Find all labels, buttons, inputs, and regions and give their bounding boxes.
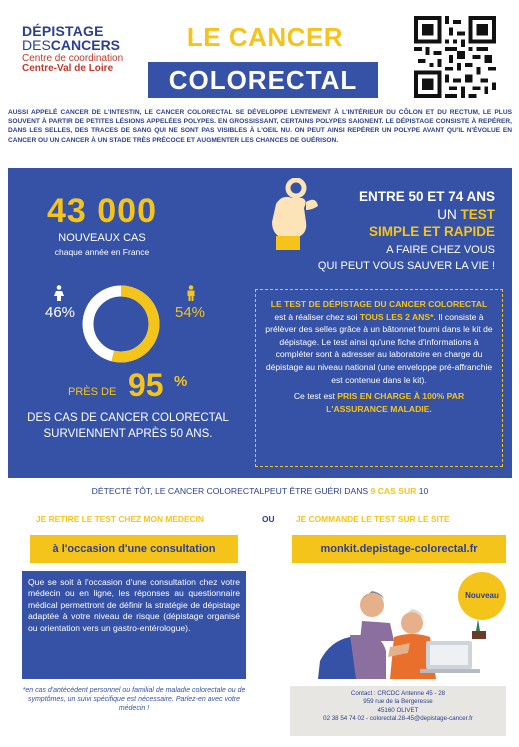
man-icon (176, 285, 206, 306)
footnote: *en cas d'antécédent personnel ou familial de maladie colorectale ou de symptômes, un suivi spécifique est nécessaire. Parlez-en avec votre médecin ! (22, 687, 246, 712)
contact-line-3: 45160 OLIVET (377, 706, 419, 714)
test-info-box (255, 289, 503, 467)
test-line-3: A FAIRE CHEZ VOUS (386, 244, 495, 256)
logo-line-1: DÉPISTAGE (22, 23, 104, 39)
logo (22, 24, 123, 74)
title-line-2: COLORECTAL (148, 62, 378, 98)
test-line-1: UN TEST (437, 207, 495, 222)
intro-text: AUSSI APPELÉ CANCER DE L'INTESTIN, LE CANCER COLORECTAL SE DÉVELOPPE LENTEMENT À L'INTÉRIEUR DU CÔLON ET DU RECTUM, LE PLUS SOUVENT À PARTIR DE PETITES LÉSIONS APPELÉES POLYPES. EN GROSSISSANT, CERTAINS POLYPES SAIGNENT. LE DÉPISTAGE CONSISTE À REPÉRER, DANS LES SELLES, DES TRACES DE SANG QUI NE SONT PAS VISIBLES À L'OEIL NU. ON PEUT AINSI REPÉRER UN POLYPE AVANT QU'IL N'ÉVOLUE EN CANCER OU UN CANCER À UN STADE TRÈS PRÉCOCE ET AUGMENTER LES CHANCES DE GUÉRISON. (8, 109, 512, 144)
contact-line-4[interactable]: 02 38 54 74 02 - colorectal.28-45@depistage-cancer.fr (323, 715, 473, 723)
gender-donut-chart (79, 282, 163, 366)
age-range-heading: ENTRE 50 ET 74 ANS (358, 189, 495, 204)
woman-icon (44, 285, 74, 306)
age-percentage-value: 95 (128, 367, 164, 403)
test-info-paragraph: LE TEST DE DÉPISTAGE DU CANCER COLORECTAL est à réaliser chez soi TOUS LES 2 ANS*. Il consiste à prélèver des selles grâce à un bâtonnet fourni dans le kit de dépistage. Le test ainsi qu'une fiche d'informations à compléter sont à adresser au laboratoire en charge du dépistage au niveau national (une enveloppe pré-affranchie est contenue dans le kit). (265, 299, 493, 385)
logo-line-2: DESCANCERS (22, 37, 121, 53)
test-coverage-paragraph: Ce test est PRIS EN CHARGE À 100% PAR L'ASSURANCE MALADIE. (293, 391, 465, 414)
doctor-info-panel: Que se soit à l'occasion d'une consultation chez votre médecin ou en ligne, les réponses au questionnaire médical permettront de définir la stratégie de dépistage adaptée à votre niveau de risque (dépistage organisé ou orientation vers un gastro-entérologue). (22, 571, 246, 679)
cure-rate-statement: DÉTECTÉ TÔT, LE CANCER COLORECTALPEUT ÊTRE GUÉRI DANS 9 CAS SUR 10 (91, 486, 429, 496)
men-percentage: 54% (174, 304, 206, 321)
test-line-2: SIMPLE ET RAPIDE (368, 224, 495, 239)
contact-box (290, 686, 506, 736)
age-percentage-sign: % (174, 373, 188, 390)
age-statement: DES CAS DE CANCER COLORECTAL SURVIENNENT APRÈS 50 ANS. (27, 412, 229, 440)
logo-line-3: Centre de coordination (22, 53, 124, 64)
consultation-bar: à l'occasion d'une consultation (30, 535, 238, 563)
new-cases-sublabel: chaque année en France (54, 247, 150, 257)
women-percentage: 46% (44, 304, 76, 321)
contact-line-1: Contact : CRCDC Antenne 45 - 28 (350, 690, 446, 697)
qr-code-icon[interactable] (414, 16, 496, 98)
website-option-heading: JE COMMANDE LE TEST SUR LE SITE (296, 514, 450, 524)
new-cases-number: 43 000 (47, 192, 157, 230)
website-link[interactable]: monkit.depistage-colorectal.fr (292, 535, 506, 563)
logo-line-4: Centre-Val de Loire (22, 63, 114, 74)
doctor-option-heading: JE RETIRE LE TEST CHEZ MON MEDECIN (36, 514, 204, 524)
contact-line-2: 959 rue de la Bergeresse (363, 698, 433, 706)
or-label: OU (262, 514, 275, 524)
title-line-1: LE CANCER (186, 22, 344, 52)
test-line-4: QUI PEUT VOUS SAUVER LA VIE ! (317, 260, 495, 272)
near-label: PRÈS DE (68, 386, 117, 398)
new-badge: Nouveau (458, 572, 506, 620)
new-cases-label: NOUVEAUX CAS (58, 232, 146, 244)
